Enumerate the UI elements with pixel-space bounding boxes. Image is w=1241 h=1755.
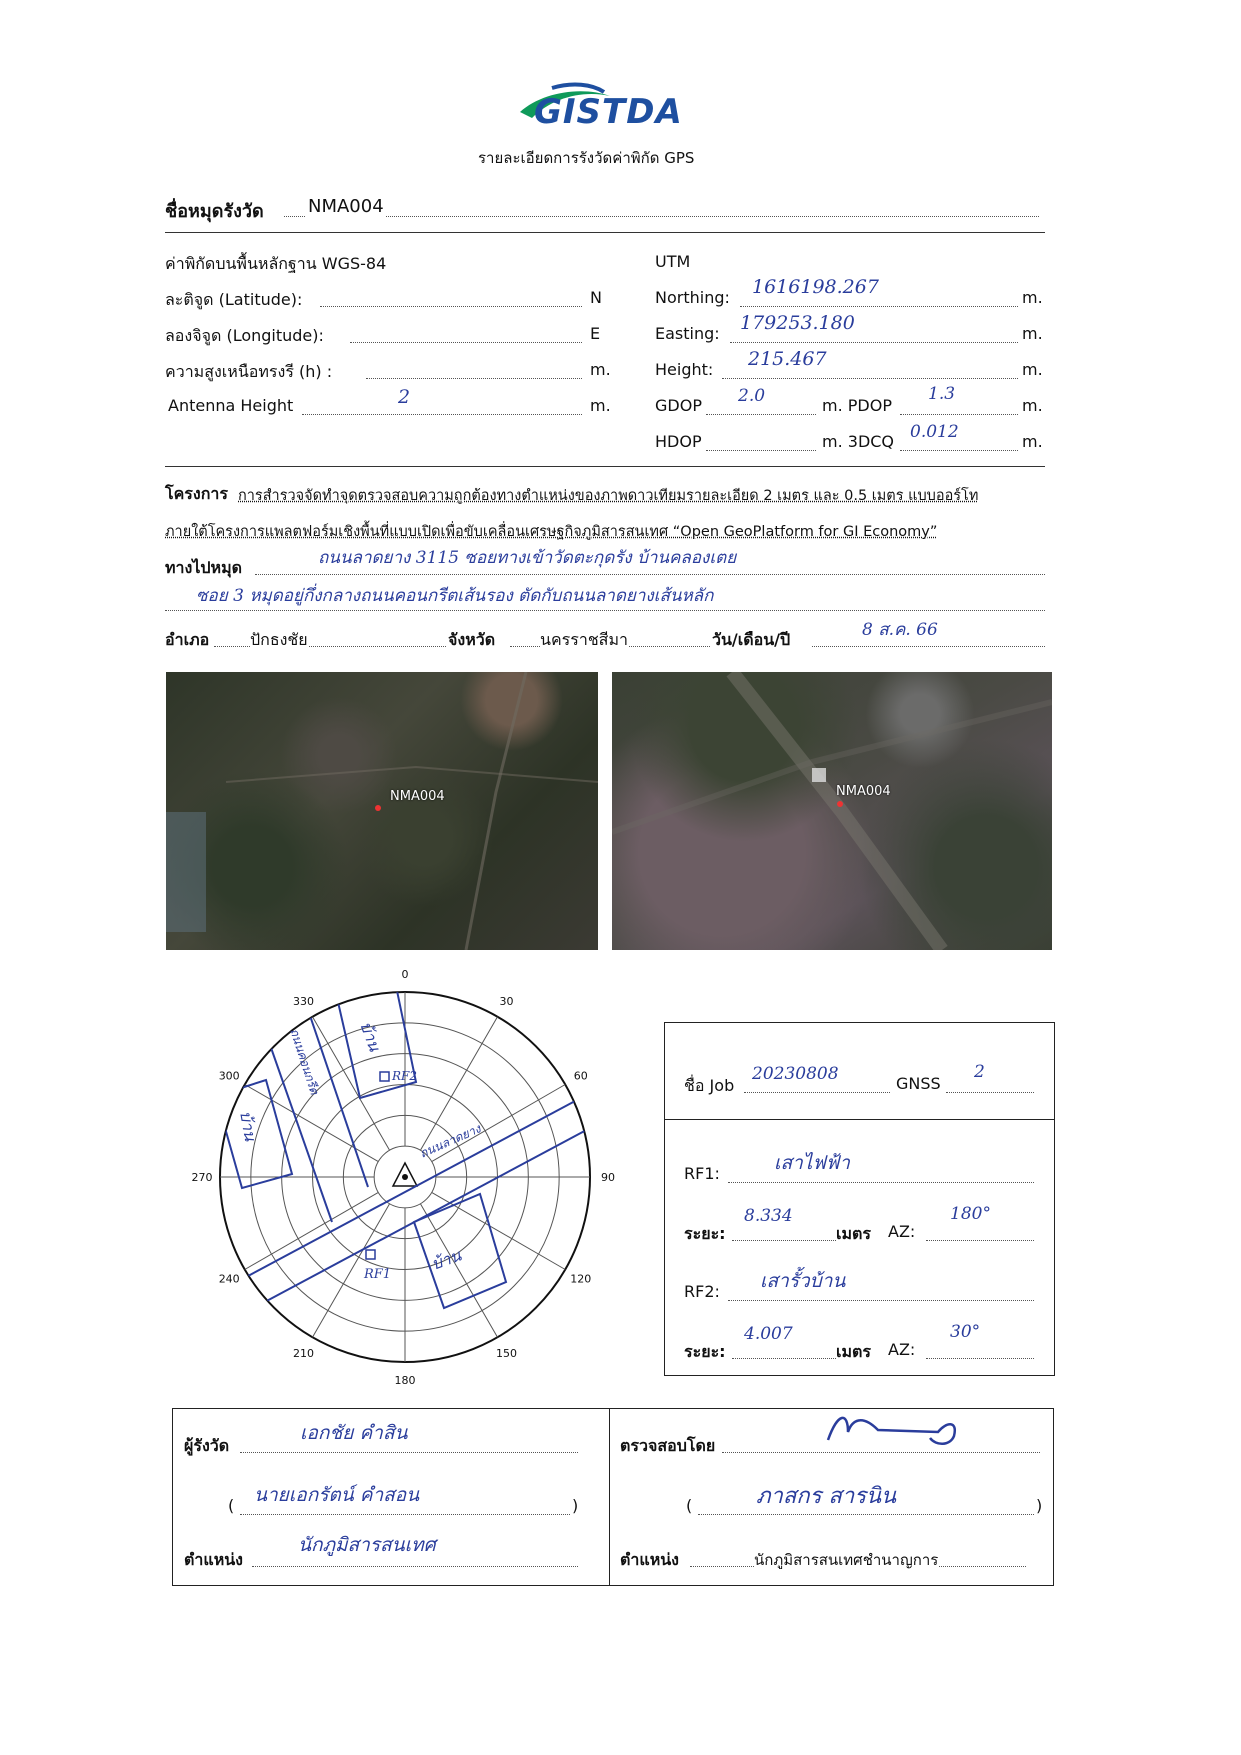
date-label: วัน/เดือน/ปี <box>712 630 791 649</box>
road-overlay <box>612 672 1052 950</box>
road-overlay <box>166 672 598 950</box>
surveyor-position-label: ตำแหน่ง <box>184 1550 243 1569</box>
route-label: ทางไปหมุด <box>165 558 243 577</box>
northing-value: 1616198.267 <box>752 276 879 298</box>
paren-open: ( <box>228 1496 235 1515</box>
dcq-value: 0.012 <box>910 422 959 442</box>
rf2-label: RF2: <box>684 1282 720 1301</box>
house-label: บ้าน <box>236 1109 260 1143</box>
rf2-distance-label: ระยะ: <box>684 1342 726 1361</box>
map-marker-label: NMA004 <box>390 789 445 804</box>
easting-unit: m. <box>1022 324 1043 343</box>
height-value: 215.467 <box>748 348 827 370</box>
paren-close: ) <box>1036 1496 1043 1515</box>
latitude-unit: N <box>590 288 602 307</box>
house-label: บ้าน <box>428 1245 464 1274</box>
rf1-distance-value: 8.334 <box>744 1206 793 1226</box>
pdop-label: m. PDOP <box>822 396 892 415</box>
antenna-unit: m. <box>590 396 611 415</box>
project-line2: ภายใต้โครงการแพลตฟอร์มเชิงพื้นที่แบบเปิดเพื่อขับเคลื่อนเศรษฐกิจภูมิสารสนเทศ “Open GeoPlatform for GI Economy” <box>165 524 938 540</box>
divider <box>165 232 1045 233</box>
map-marker-label: NMA004 <box>836 784 891 799</box>
rf1-marker-icon <box>366 1250 375 1259</box>
surveyor-signature: เอกชัย คำสิน <box>300 1422 408 1444</box>
sky-plot-azimuth-label: 120 <box>570 1272 592 1286</box>
surveyor-name: นายเอกรัตน์ คำสอน <box>254 1484 420 1506</box>
northing-label: Northing: <box>655 288 730 307</box>
route-line1: ถนนลาดยาง 3115 ซอยทางเข้าวัดตะกุดรัง บ้านคลองเตย <box>318 548 737 568</box>
gnss-label: GNSS <box>896 1074 941 1093</box>
divider <box>165 466 1045 467</box>
paren-open: ( <box>686 1496 693 1515</box>
paren-close: ) <box>572 1496 579 1515</box>
pdop-value: 1.3 <box>928 384 956 404</box>
obstruction-sky-plot <box>190 962 620 1392</box>
date-value: 8 ส.ค. 66 <box>862 620 938 640</box>
longitude-unit: E <box>590 324 601 343</box>
easting-label: Easting: <box>655 324 720 343</box>
rf2-value: เสารั้วบ้าน <box>760 1270 846 1292</box>
project-label: โครงการ <box>165 484 228 503</box>
page-subtitle: รายละเอียดการรังวัดค่าพิกัด GPS <box>478 149 695 167</box>
rf2-unit: เมตร <box>836 1342 871 1361</box>
sky-plot-azimuth-label: 30 <box>499 995 514 1009</box>
hdop-label: HDOP <box>655 432 702 451</box>
sky-plot-azimuth-label: 90 <box>601 1171 615 1184</box>
station-center-dot <box>402 1174 408 1180</box>
project-line1: การสำรวจจัดทำจุดตรวจสอบความถูกต้องทางตำแหน่งของภาพดาวเทียมรายละเอียด 2 เมตร และ 0.5 เมตร แบบออร์โท <box>238 488 979 504</box>
satellite-image-zoom <box>612 672 1052 950</box>
province-label: จังหวัด <box>448 630 496 649</box>
sky-plot-azimuth-label: 150 <box>496 1346 517 1360</box>
job-label: ชื่อ Job <box>684 1076 735 1095</box>
sky-plot-azimuth-label: 270 <box>191 1171 213 1184</box>
sky-plot-azimuth-label: 240 <box>218 1272 240 1286</box>
district-label: อำเภอ <box>165 630 210 649</box>
antenna-label: Antenna Height <box>168 396 294 415</box>
rf1-az-label: AZ: <box>888 1222 916 1241</box>
utm-heading: UTM <box>655 252 691 271</box>
pdop-unit: m. <box>1022 396 1043 415</box>
station-value: NMA004 <box>308 196 384 217</box>
house-label: บ้าน <box>356 1018 385 1054</box>
sky-plot-azimuth-label: 300 <box>218 1069 240 1083</box>
rf2-az-value: 30° <box>950 1322 981 1342</box>
sky-plot-azimuth-label: 60 <box>573 1069 588 1083</box>
gdop-value: 2.0 <box>738 386 766 406</box>
checker-signature-icon <box>818 1402 978 1452</box>
sky-plot-azimuth-label: 210 <box>293 1346 314 1360</box>
road-label: ถนนคอนกรีต <box>287 1026 322 1097</box>
sky-plot-azimuth-label: 330 <box>293 995 314 1009</box>
checker-position-label: ตำแหน่ง <box>620 1550 679 1569</box>
station-label: ชื่อหมุดรังวัด <box>165 201 264 222</box>
surveyor-label: ผู้รังวัด <box>184 1436 230 1455</box>
longitude-label: ลองจิจูด (Longitude): <box>165 326 324 345</box>
rf1-az-value: 180° <box>950 1204 991 1224</box>
dcq-unit: m. <box>1022 432 1043 451</box>
ellipsoid-height-label: ความสูงเหนือทรงรี (h) : <box>165 362 333 381</box>
route-line2: ซอย 3 หมุดอยู่กึ่งกลางถนนคอนกรีตเส้นรอง ตัดกับถนนลาดยางเส้นหลัก <box>196 586 714 606</box>
rf1-label: RF1: <box>684 1164 720 1183</box>
antenna-value: 2 <box>398 386 411 408</box>
gdop-label: GDOP <box>655 396 702 415</box>
logo <box>512 78 732 138</box>
district-value: ปักธงชัย <box>250 628 308 653</box>
rf2-marker-icon <box>380 1072 389 1081</box>
sky-plot-azimuth-label: 0 <box>401 968 409 981</box>
province-value: นครราชสีมา <box>540 628 628 653</box>
road-label: ถนนลาดยาง <box>417 1121 483 1161</box>
northing-unit: m. <box>1022 288 1043 307</box>
checker-position: นักภูมิสารสนเทศชำนาญการ <box>754 1548 938 1572</box>
rf1-value: เสาไฟฟ้า <box>774 1152 850 1174</box>
logo-text: GISTDA <box>534 92 683 132</box>
rf2-az-label: AZ: <box>888 1340 916 1359</box>
rf1-distance-label: ระยะ: <box>684 1224 726 1243</box>
rf2-label: RF2 <box>392 1069 417 1083</box>
sky-plot-azimuth-label: 180 <box>394 1374 416 1387</box>
rf1-unit: เมตร <box>836 1224 871 1243</box>
wgs84-heading: ค่าพิกัดบนพื้นหลักฐาน WGS-84 <box>165 254 387 273</box>
dcq-label: m. 3DCQ <box>822 432 895 451</box>
height-unit: m. <box>1022 360 1043 379</box>
rf1-label: RF1 <box>364 1267 392 1282</box>
checker-label: ตรวจสอบโดย <box>620 1436 716 1455</box>
surveyor-position: นักภูมิสารสนเทศ <box>298 1534 436 1556</box>
gnss-value: 2 <box>974 1062 985 1082</box>
ellipsoid-height-unit: m. <box>590 360 611 379</box>
checker-name: ภาสกร สารนิน <box>756 1484 897 1509</box>
job-value: 20230808 <box>752 1064 839 1084</box>
latitude-label: ละติจูด (Latitude): <box>165 290 303 309</box>
satellite-image-overview <box>166 672 598 950</box>
rf2-distance-value: 4.007 <box>744 1324 793 1344</box>
easting-value: 179253.180 <box>740 312 855 334</box>
height-label: Height: <box>655 360 714 379</box>
